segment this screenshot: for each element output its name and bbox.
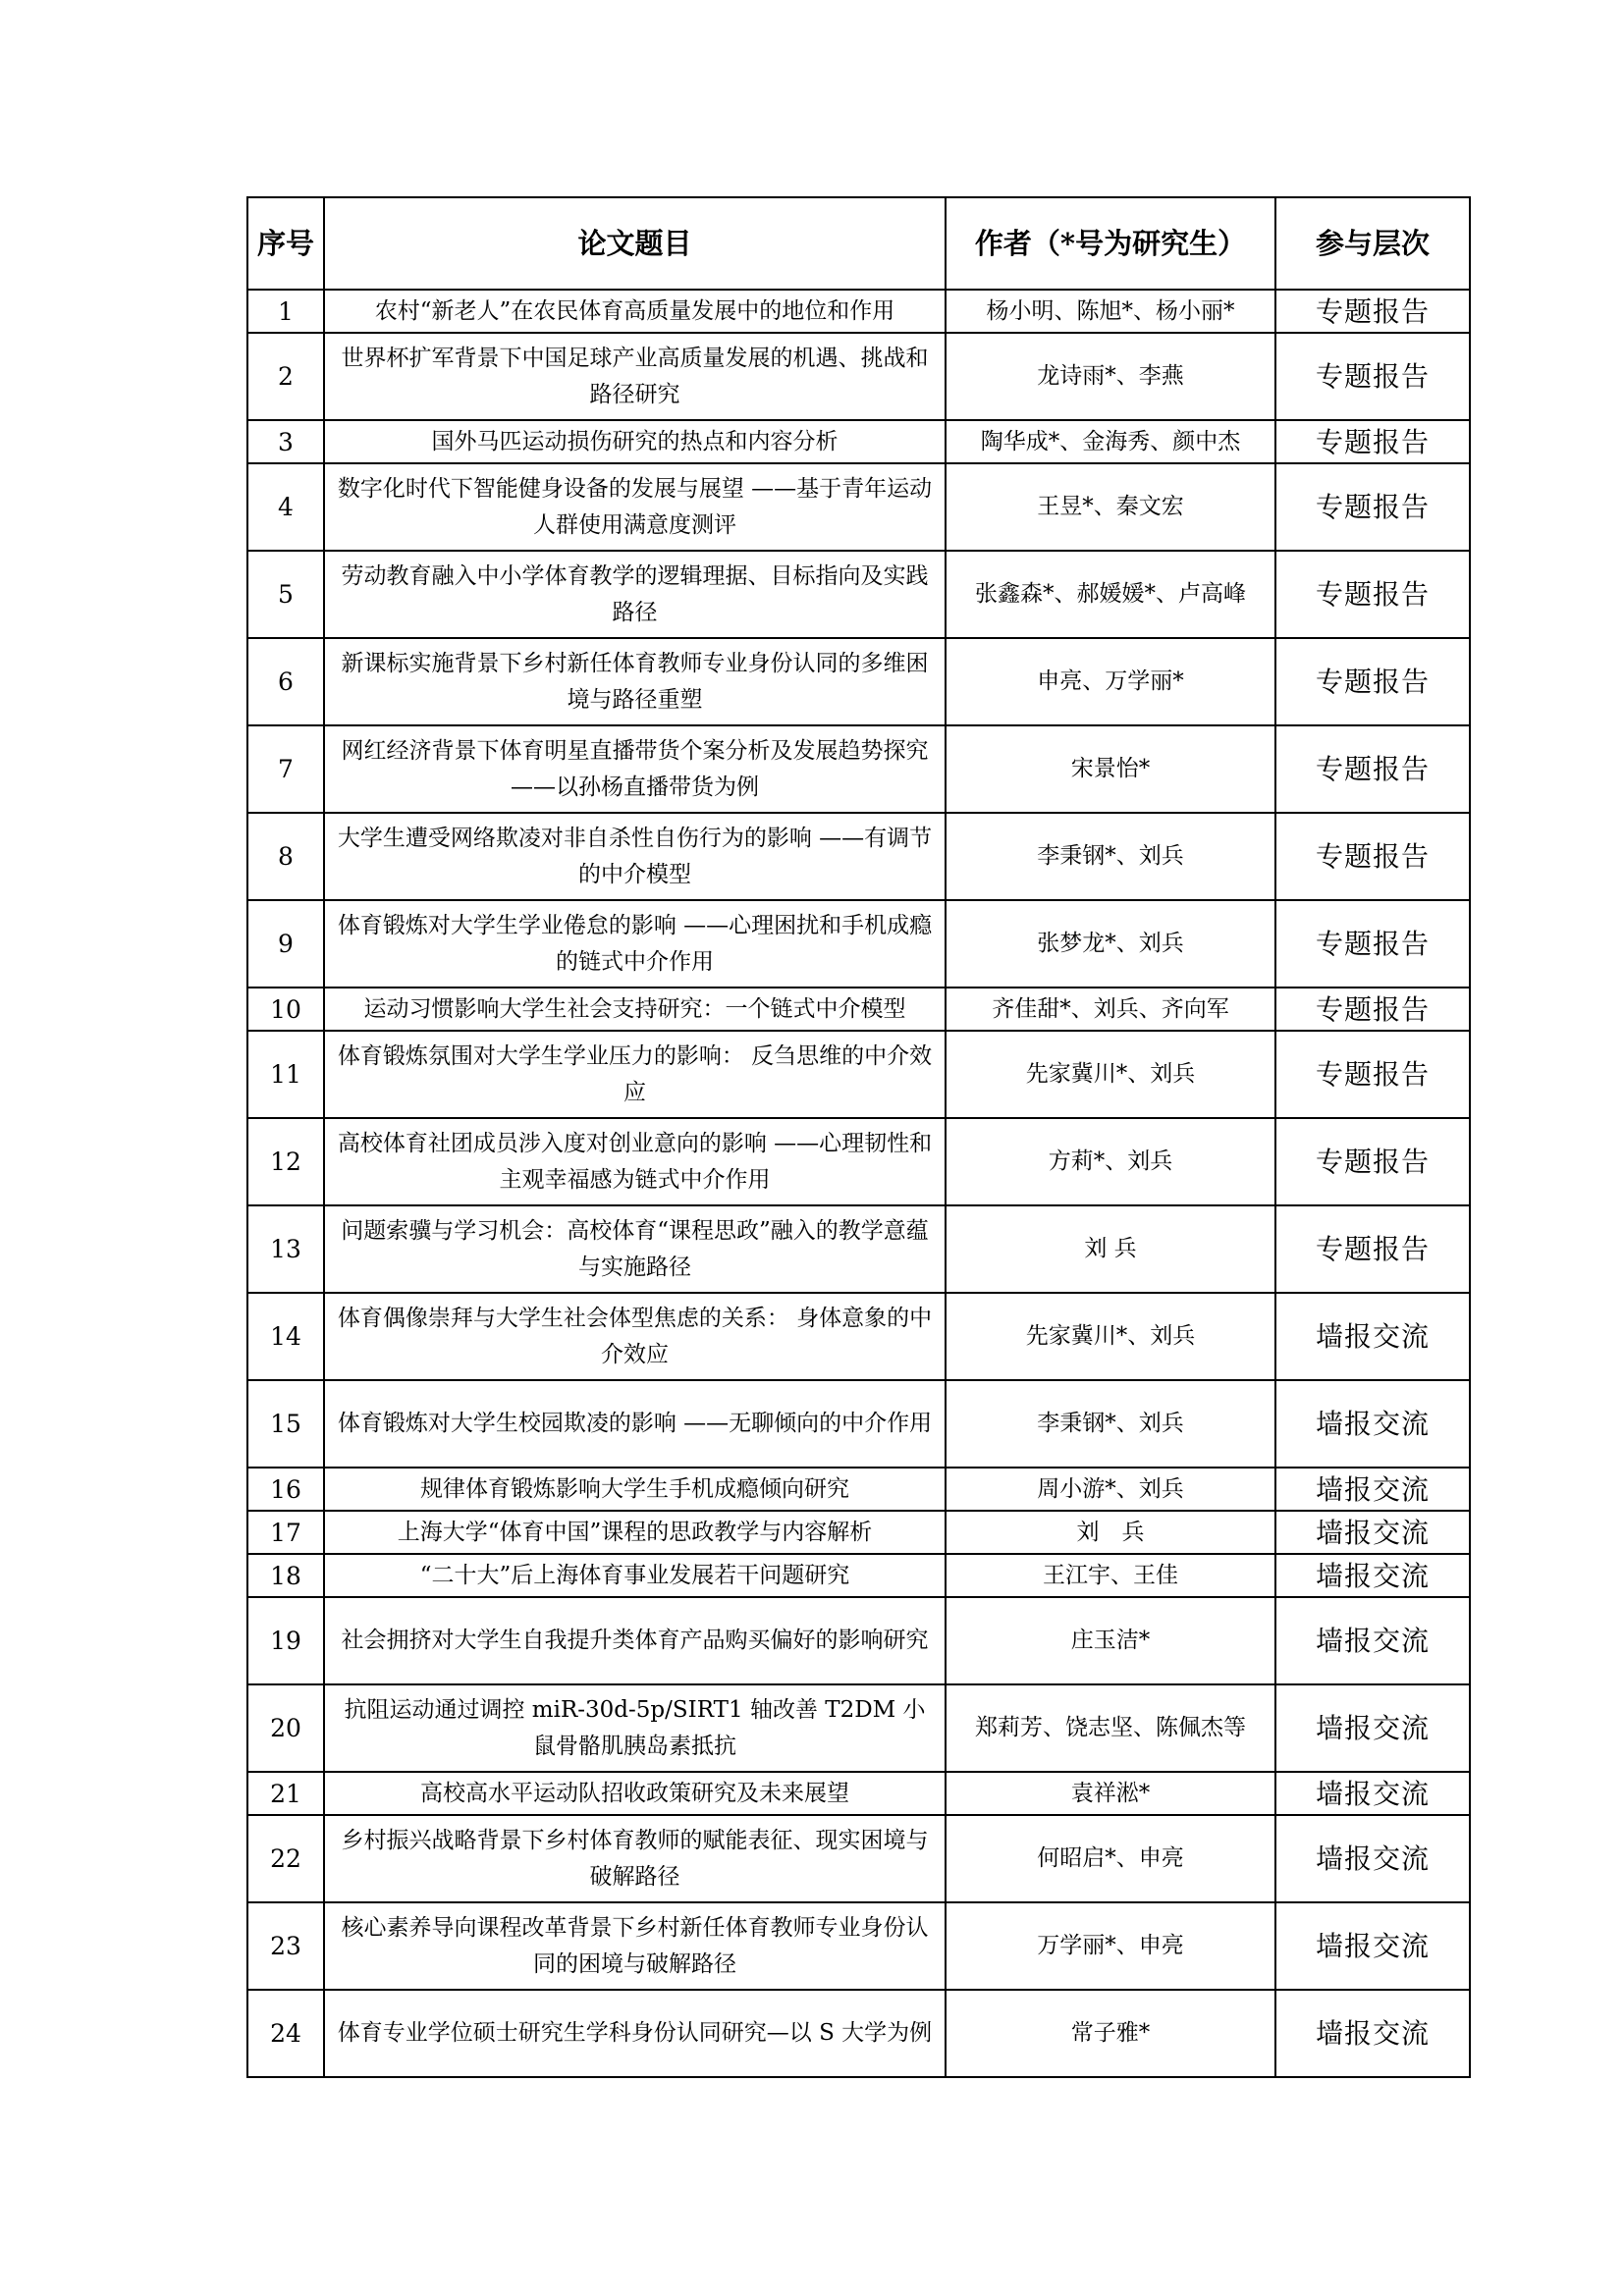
- participation-level: 专题报告: [1275, 725, 1470, 813]
- participation-level: 墙报交流: [1275, 1468, 1470, 1511]
- row-index: 18: [247, 1554, 324, 1597]
- table-row: [247, 725, 1470, 813]
- table-row: [247, 1511, 1470, 1554]
- paper-authors: 杨小明、陈旭*、杨小丽*: [946, 290, 1275, 333]
- paper-authors: 袁祥淞*: [946, 1772, 1275, 1815]
- paper-authors: 李秉钢*、刘兵: [946, 813, 1275, 900]
- paper-authors: 申亮、万学丽*: [946, 638, 1275, 725]
- paper-authors: 先家冀川*、刘兵: [946, 1293, 1275, 1380]
- paper-authors: 周小游*、刘兵: [946, 1468, 1275, 1511]
- table-row: [247, 638, 1470, 725]
- header-level: 参与层次: [1275, 197, 1470, 290]
- paper-title: 抗阻运动通过调控 miR-30d-5p/SIRT1 轴改善 T2DM 小鼠骨骼肌胰岛素抵抗: [324, 1684, 946, 1772]
- row-index: 21: [247, 1772, 324, 1815]
- row-index: 10: [247, 988, 324, 1031]
- table-row: [247, 988, 1470, 1031]
- row-index: 7: [247, 725, 324, 813]
- participation-level: 专题报告: [1275, 333, 1470, 420]
- table-row: [247, 420, 1470, 463]
- paper-authors: 刘 兵: [946, 1511, 1275, 1554]
- participation-level: 墙报交流: [1275, 1554, 1470, 1597]
- paper-title: 运动习惯影响大学生社会支持研究：一个链式中介模型: [324, 988, 946, 1031]
- table-row: [247, 1902, 1470, 1990]
- row-index: 8: [247, 813, 324, 900]
- row-index: 16: [247, 1468, 324, 1511]
- table-row: [247, 1293, 1470, 1380]
- participation-level: 专题报告: [1275, 988, 1470, 1031]
- paper-authors: 王江宇、王佳: [946, 1554, 1275, 1597]
- row-index: 20: [247, 1684, 324, 1772]
- paper-title: 体育专业学位硕士研究生学科身份认同研究—以 S 大学为例: [324, 1990, 946, 2077]
- table-row: [247, 1815, 1470, 1902]
- paper-title: 问题索骥与学习机会：高校体育“课程思政”融入的教学意蕴与实施路径: [324, 1205, 946, 1293]
- paper-authors: 庄玉洁*: [946, 1597, 1275, 1684]
- paper-title: 规律体育锻炼影响大学生手机成瘾倾向研究: [324, 1468, 946, 1511]
- participation-level: 专题报告: [1275, 463, 1470, 551]
- paper-authors: 郑莉芳、饶志坚、陈佩杰等: [946, 1684, 1275, 1772]
- paper-title: 高校体育社团成员涉入度对创业意向的影响 ——心理韧性和主观幸福感为链式中介作用: [324, 1118, 946, 1205]
- paper-authors: 常子雅*: [946, 1990, 1275, 2077]
- paper-title: 体育锻炼对大学生校园欺凌的影响 ——无聊倾向的中介作用: [324, 1380, 946, 1468]
- table-row: [247, 1118, 1470, 1205]
- table-row: [247, 1772, 1470, 1815]
- participation-level: 专题报告: [1275, 813, 1470, 900]
- paper-title: 数字化时代下智能健身设备的发展与展望 ——基于青年运动人群使用满意度测评: [324, 463, 946, 551]
- table-row: [247, 1031, 1470, 1118]
- participation-level: 墙报交流: [1275, 1990, 1470, 2077]
- participation-level: 墙报交流: [1275, 1380, 1470, 1468]
- paper-authors: 何昭启*、申亮: [946, 1815, 1275, 1902]
- paper-title: 网红经济背景下体育明星直播带货个案分析及发展趋势探究——以孙杨直播带货为例: [324, 725, 946, 813]
- paper-title: 体育锻炼对大学生学业倦怠的影响 ——心理困扰和手机成瘾的链式中介作用: [324, 900, 946, 988]
- paper-title: 核心素养导向课程改革背景下乡村新任体育教师专业身份认同的困境与破解路径: [324, 1902, 946, 1990]
- table-row: [247, 290, 1470, 333]
- table-row: [247, 813, 1470, 900]
- participation-level: 墙报交流: [1275, 1902, 1470, 1990]
- participation-level: 专题报告: [1275, 638, 1470, 725]
- table-row: [247, 1468, 1470, 1511]
- paper-authors: 万学丽*、申亮: [946, 1902, 1275, 1990]
- row-index: 3: [247, 420, 324, 463]
- paper-title: 社会拥挤对大学生自我提升类体育产品购买偏好的影响研究: [324, 1597, 946, 1684]
- table-body: [247, 290, 1470, 2077]
- row-index: 1: [247, 290, 324, 333]
- row-index: 19: [247, 1597, 324, 1684]
- table-row: [247, 1554, 1470, 1597]
- participation-level: 墙报交流: [1275, 1684, 1470, 1772]
- participation-level: 墙报交流: [1275, 1772, 1470, 1815]
- paper-title: 国外马匹运动损伤研究的热点和内容分析: [324, 420, 946, 463]
- participation-level: 专题报告: [1275, 1118, 1470, 1205]
- paper-title: 乡村振兴战略背景下乡村体育教师的赋能表征、现实困境与破解路径: [324, 1815, 946, 1902]
- table-header-row: [247, 197, 1470, 290]
- paper-authors: 齐佳甜*、刘兵、齐向军: [946, 988, 1275, 1031]
- participation-level: 墙报交流: [1275, 1597, 1470, 1684]
- table-row: [247, 1684, 1470, 1772]
- row-index: 4: [247, 463, 324, 551]
- participation-level: 墙报交流: [1275, 1293, 1470, 1380]
- paper-authors: 张梦龙*、刘兵: [946, 900, 1275, 988]
- header-title: 论文题目: [324, 197, 946, 290]
- row-index: 2: [247, 333, 324, 420]
- participation-level: 专题报告: [1275, 1205, 1470, 1293]
- paper-title: 上海大学“体育中国”课程的思政教学与内容解析: [324, 1511, 946, 1554]
- participation-level: 专题报告: [1275, 1031, 1470, 1118]
- paper-title: 体育锻炼氛围对大学生学业压力的影响： 反刍思维的中介效应: [324, 1031, 946, 1118]
- participation-level: 专题报告: [1275, 900, 1470, 988]
- row-index: 9: [247, 900, 324, 988]
- table-row: [247, 1990, 1470, 2077]
- paper-authors: 李秉钢*、刘兵: [946, 1380, 1275, 1468]
- papers-table: [246, 196, 1471, 2078]
- table-row: [247, 551, 1470, 638]
- row-index: 11: [247, 1031, 324, 1118]
- row-index: 17: [247, 1511, 324, 1554]
- row-index: 14: [247, 1293, 324, 1380]
- row-index: 15: [247, 1380, 324, 1468]
- paper-title: 农村“新老人”在农民体育高质量发展中的地位和作用: [324, 290, 946, 333]
- paper-title: 高校高水平运动队招收政策研究及未来展望: [324, 1772, 946, 1815]
- row-index: 5: [247, 551, 324, 638]
- paper-title: 劳动教育融入中小学体育教学的逻辑理据、目标指向及实践路径: [324, 551, 946, 638]
- participation-level: 专题报告: [1275, 551, 1470, 638]
- paper-authors: 王昱*、秦文宏: [946, 463, 1275, 551]
- table-row: [247, 900, 1470, 988]
- paper-authors: 张鑫森*、郝媛媛*、卢高峰: [946, 551, 1275, 638]
- header-index: 序号: [247, 197, 324, 290]
- participation-level: 专题报告: [1275, 420, 1470, 463]
- paper-title: 世界杯扩军背景下中国足球产业高质量发展的机遇、挑战和路径研究: [324, 333, 946, 420]
- row-index: 23: [247, 1902, 324, 1990]
- row-index: 6: [247, 638, 324, 725]
- table-row: [247, 463, 1470, 551]
- row-index: 22: [247, 1815, 324, 1902]
- paper-authors: 龙诗雨*、李燕: [946, 333, 1275, 420]
- participation-level: 墙报交流: [1275, 1511, 1470, 1554]
- paper-authors: 先家冀川*、刘兵: [946, 1031, 1275, 1118]
- participation-level: 专题报告: [1275, 290, 1470, 333]
- header-author: 作者（*号为研究生）: [946, 197, 1275, 290]
- paper-title: 体育偶像崇拜与大学生社会体型焦虑的关系： 身体意象的中介效应: [324, 1293, 946, 1380]
- paper-authors: 刘 兵: [946, 1205, 1275, 1293]
- table-row: [247, 333, 1470, 420]
- paper-authors: 陶华成*、金海秀、颜中杰: [946, 420, 1275, 463]
- table-row: [247, 1597, 1470, 1684]
- paper-title: 新课标实施背景下乡村新任体育教师专业身份认同的多维困境与路径重塑: [324, 638, 946, 725]
- table-row: [247, 1205, 1470, 1293]
- participation-level: 墙报交流: [1275, 1815, 1470, 1902]
- paper-authors: 宋景怡*: [946, 725, 1275, 813]
- row-index: 24: [247, 1990, 324, 2077]
- paper-title: 大学生遭受网络欺凌对非自杀性自伤行为的影响 ——有调节的中介模型: [324, 813, 946, 900]
- row-index: 12: [247, 1118, 324, 1205]
- table-row: [247, 1380, 1470, 1468]
- paper-title: “二十大”后上海体育事业发展若干问题研究: [324, 1554, 946, 1597]
- row-index: 13: [247, 1205, 324, 1293]
- paper-authors: 方莉*、刘兵: [946, 1118, 1275, 1205]
